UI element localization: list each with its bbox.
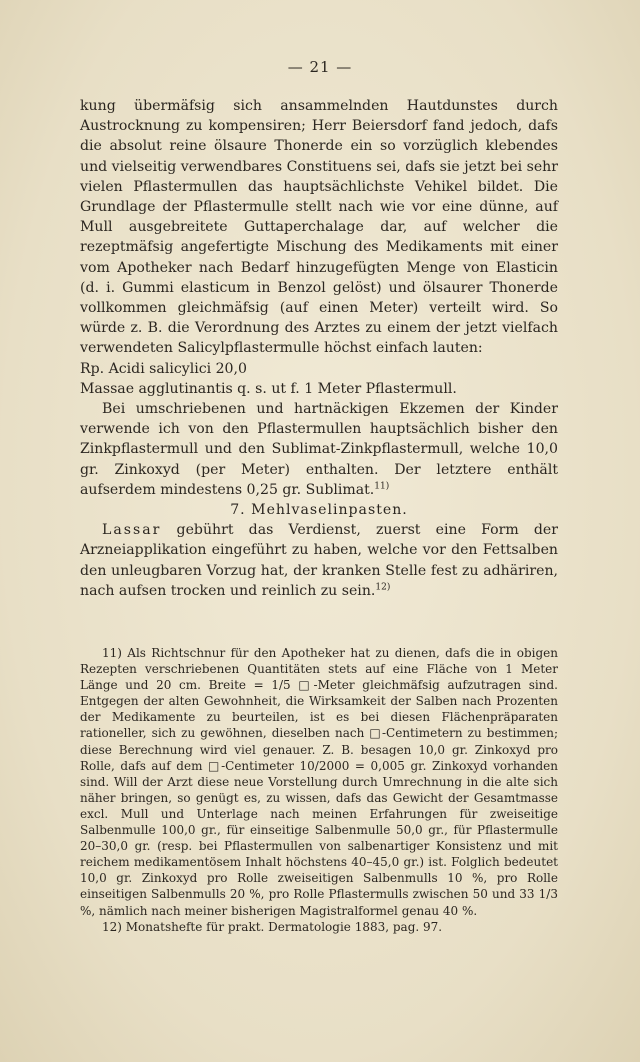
paragraph-3-text: gebührt das Verdienst, zuerst eine Form der Arzneiapplikation eingeführt zu haben, welche vor den Fettsalben den unleugbaren Vorzug hat, der kranken Stelle fest zu adhäriren, nach aufsen trocken und reinlich zu sein. <box>80 522 558 599</box>
recipe-line-2: Massae agglutinantis q. s. ut f. 1 Meter Pflastermull. <box>80 380 457 397</box>
footnote-ref-12: 12) <box>375 582 391 593</box>
paragraph-3 <box>80 520 558 601</box>
page-number: — 21 — <box>287 58 353 76</box>
footnote-11: 11) Als Richtschnur für den Apotheker hat zu dienen, dafs die in obigen Rezepten verschriebenen Quantitäten stets auf eine Fläche von 1 Meter Länge und 20 cm. Breite = 1/5 □-Meter gleichmäfsig aufzutragen sind. Entgegen der alten Gewohnheit, die Wirksamkeit der Salben nach Prozenten der Medikamente zu beurteilen, ist es bei diesen Flächenpräparaten rationeller, sich zu gewöhnen, dieselben nach □-Centimetern zu bestimmen; diese Berechnung wird viel genauer. Z. B. besagen 10,0 gr. Zinkoxyd pro Rolle, dafs auf dem □-Centimeter 10/2000 = 0,005 gr. Zinkoxyd vorhanden sind. Will der Arzt diese neue Vorstellung durch Umrechnung in die alte sich näher bringen, so genügt es, zu wissen, dafs das Gewicht der Gesamtmasse excl. Mull und Unterlage nach meinen Erfahrungen für zweiseitige Salbenmulle 100,0 gr., für einseitige Salbenmulle 50,0 gr., für Pflastermulle 20–30,0 gr. (resp. bei Pflastermullen von salbenartiger Konsistenz und mit reichem medikamentösem Inhalt höchstens 40–45,0 gr.) ist. Folglich bedeutet 10,0 gr. Zinkoxyd pro Rolle zweiseitigen Salbenmulls 10 %, pro Rolle einseitigen Salbenmulls 20 %, pro Rolle Pflastermulls zwischen 50 und 33 1/3 %, nämlich nach meiner bisherigen Magistralformel genau 40 %. <box>80 646 558 918</box>
footnote-ref-11: 11) <box>374 481 390 492</box>
footnotes <box>80 645 558 935</box>
author-name: Lassar <box>102 522 162 539</box>
main-text <box>80 96 558 601</box>
footnote-12: 12) Monatshefte für prakt. Dermatologie 1883, pag. 97. <box>102 919 443 934</box>
section-heading: 7. Mehlvaselinpasten. <box>230 502 408 519</box>
paragraph-1: kung übermäfsig sich ansammelnden Hautdunstes durch Austrocknung zu kompensiren; Herr Beiersdorf fand jedoch, dafs die absolut reine ölsaure Thonerde ein so vorzüglich klebendes und vielseitig verwendbares Constituens sei, dafs sie jetzt bei sehr vielen Pflastermullen das hauptsächlichste Vehikel bildet. Die Grundlage der Pflastermulle stellt nach wie vor eine dünne, auf Mull ausgebreitete Guttaperchalage dar, auf welcher die rezeptmäfsig angefertigte Mischung des Medikaments mit einer vom Apotheker nach Bedarf hinzugefügten Menge von Elasticin (d. i. Gummi elasticum in Benzol gelöst) und ölsaurer Thonerde vollkommen gleichmäfsig (auf einen Meter) verteilt wird. So würde z. B. die Verordnung des Arztes zu einem der jetzt vielfach verwendeten Salicylpflastermulle höchst einfach lauten: <box>80 98 558 357</box>
recipe-line-1: Rp. Acidi salicylici 20,0 <box>80 360 247 377</box>
paragraph-2-text: Bei umschriebenen und hartnäckigen Ekzemen der Kinder verwende ich von den Pflastermullen hauptsächlich bisher den Zinkpflastermull und den Sublimat-Zinkpflastermull, welche 10,0 gr. Zinkoxyd (per Meter) enthalten. Der letztere enthält aufserdem mindestens 0,25 gr. Sublimat. <box>80 401 558 498</box>
paragraph-2 <box>80 399 558 500</box>
